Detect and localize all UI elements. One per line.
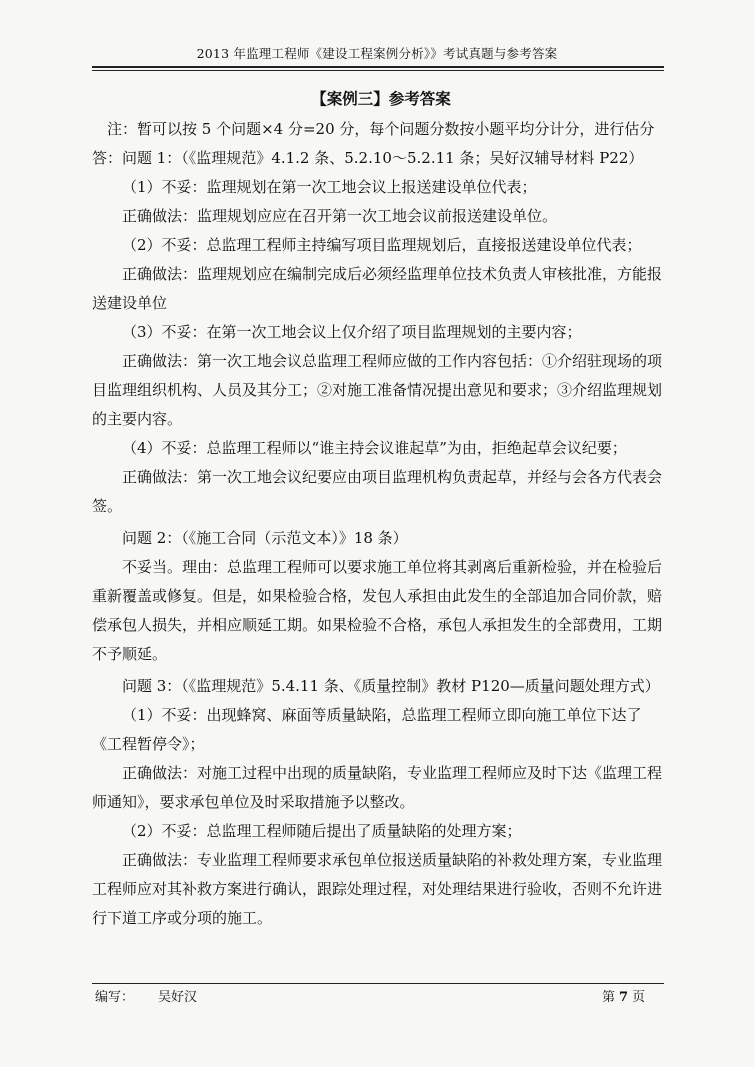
q1-item-4-fix: 正确做法：第一次工地会议纪要应由项目监理机构负责起草，并经与会各方代表会签。 bbox=[92, 468, 663, 515]
page-prefix: 第 bbox=[602, 990, 616, 1005]
question-3-heading: 问题 3：（《监理规范》5.4.11 条、《质量控制》教材 P120—质量问题处理方式） bbox=[122, 677, 660, 695]
page-suffix: 页 bbox=[632, 990, 646, 1005]
q3-item-2: （2）不妥：总监理工程师随后提出了质量缺陷的处理方案； bbox=[122, 822, 522, 840]
editor-name: 吴好汉 bbox=[158, 990, 198, 1005]
q1-item-2: （2）不妥：总监理工程师主持编写项目监理规划后，直接报送建设单位代表； bbox=[122, 236, 642, 254]
scoring-note: 注：暂可以按 5 个问题×4 分=20 分，每个问题分数按小题平均分计分，进行估分 bbox=[107, 120, 655, 138]
q1-item-1-fix: 正确做法：监理规划应应在召开第一次工地会议前报送建设单位。 bbox=[122, 207, 558, 225]
q1-item-1: （1）不妥：监理规划在第一次工地会议上报送建设单位代表； bbox=[122, 178, 537, 196]
page-content bbox=[92, 84, 670, 933]
header-rule-thin bbox=[92, 70, 664, 71]
q1-item-3: （3）不妥：在第一次工地会议上仅介绍了项目监理规划的主要内容； bbox=[122, 323, 582, 341]
section-title: 【案例三】参考答案 bbox=[311, 89, 451, 108]
footer-editor bbox=[95, 986, 197, 1005]
q3-item-1: （1）不妥：出现蜂窝、麻面等质量缺陷，总监理工程师立即向施工单位下达了《工程暂停令》； bbox=[92, 706, 642, 753]
q3-item-1-fix: 正确做法：对施工过程中出现的质量缺陷，专业监理工程师应及时下达《监理工程师通知》，要求承包单位及时采取措施予以整改。 bbox=[92, 764, 663, 811]
q1-item-2-fix: 正确做法：监理规划应在编制完成后必须经监理单位技术负责人审核批准，方能报送建设单位 bbox=[92, 265, 663, 312]
q3-item-2-fix: 正确做法：专业监理工程师要求承包单位报送质量缺陷的补救处理方案，专业监理工程师应对其补救方案进行确认，跟踪处理过程，对处理结果进行验收，否则不允许进行下道工序或分项的施工。 bbox=[92, 851, 663, 927]
question-2-body: 不妥当。理由：总监理工程师可以要求施工单位将其剥离后重新检验，并在检验后重新覆盖或修复。但是，如果检验合格，发包人承担由此发生的全部追加合同价款，赔偿承包人损失，并相应顺延工期。如果检验不合格，承包人承担发生的全部费用，工期不予顺延。 bbox=[92, 558, 663, 663]
editor-label: 编写： bbox=[95, 990, 135, 1005]
header-rule bbox=[92, 66, 664, 68]
question-1-heading: 答：问题 1：（《监理规范》4.1.2 条、5.2.10～5.2.11 条；吴好汉辅导材料 P22） bbox=[92, 149, 644, 167]
question-2-heading: 问题 2：（《施工合同（示范文本）》18 条） bbox=[122, 529, 408, 547]
page-number-value: 7 bbox=[619, 990, 629, 1005]
page-number bbox=[602, 986, 645, 1005]
q1-item-4: （4）不妥：总监理工程师以“谁主持会议谁起草”为由，拒绝起草会议纪要； bbox=[122, 439, 627, 457]
q1-item-3-fix: 正确做法：第一次工地会议总监理工程师应做的工作内容包括：①介绍驻现场的项目监理组织机构、人员及其分工；②对施工准备情况提出意见和要求；③介绍监理规划的主要内容。 bbox=[92, 352, 663, 428]
footer-rule bbox=[92, 983, 664, 984]
page-header: 2013 年监理工程师《建设工程案例分析》》考试真题与参考答案 bbox=[196, 46, 558, 61]
